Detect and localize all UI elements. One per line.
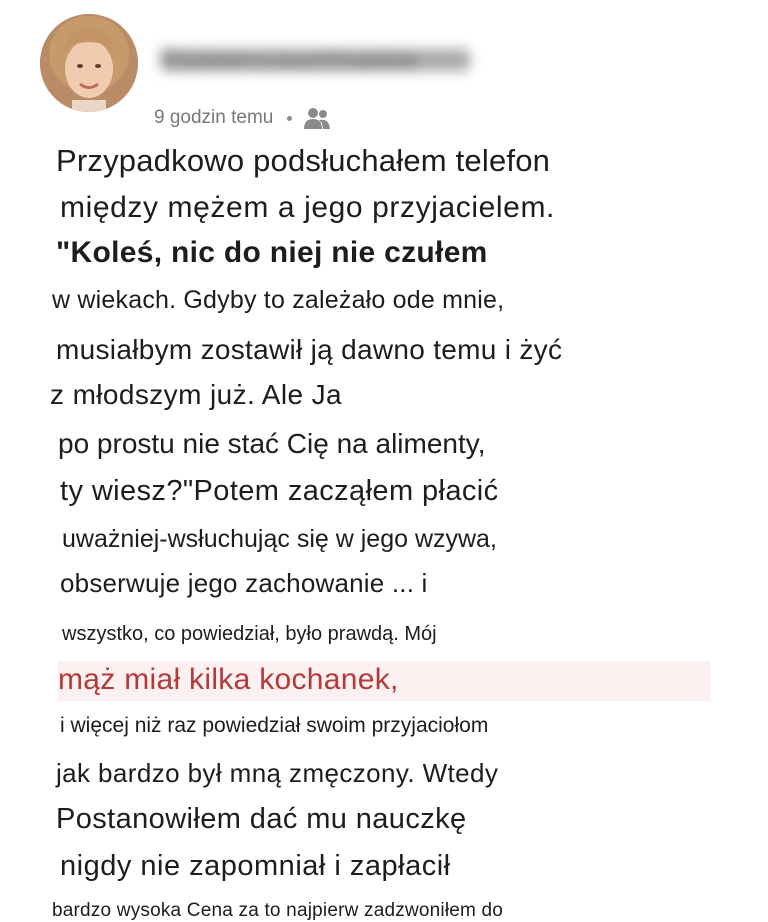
- post-text-line: i więcej niż raz powiedział swoim przyjaciołom: [60, 714, 489, 737]
- post-text-line: bardzo wysoka Cena za to najpierw zadzwoniłem do: [52, 900, 504, 921]
- highlighted-text-line: mąż miał kilka kochanek,: [58, 661, 710, 701]
- friends-icon[interactable]: [302, 105, 332, 131]
- post-text-line: musiałbym zostawił ją dawno temu i żyć: [56, 334, 563, 365]
- post-text-line: po prostu nie stać Cię na alimenty,: [58, 428, 486, 459]
- post-timestamp[interactable]: 9 godzin temu: [154, 107, 274, 128]
- post-text-line: wszystko, co powiedział, było prawdą. Mój: [62, 623, 437, 645]
- post-text-line: obserwuje jego zachowanie ... i: [60, 568, 428, 598]
- post-text-line: Przypadkowo podsłuchałem telefon: [56, 143, 551, 178]
- post-text-line: uważniej-wsłuchując się w jego wzywa,: [62, 525, 497, 553]
- post-text-line: między mężem a jego przyjacielem.: [60, 191, 555, 224]
- post-text-line: jak bardzo był mną zmęczony. Wtedy: [56, 758, 499, 788]
- separator-dot: [287, 116, 292, 121]
- post-text-line: Postanowiłem dać mu nauczkę: [56, 803, 467, 835]
- author-avatar[interactable]: [40, 14, 138, 112]
- post-text-line: z młodszym już. Ale Ja: [50, 379, 342, 410]
- post-text-line: "Koleś, nic do niej nie czułem: [56, 236, 488, 269]
- author-name[interactable]: Yomercourtname: [160, 40, 470, 80]
- post-text-line: nigdy nie zapomniał i zapłacił: [60, 850, 451, 882]
- post-text-line: w wiekach. Gdyby to zależało ode mnie,: [52, 286, 505, 314]
- post-text-line: ty wiesz?"Potem zacząłem płacić: [60, 475, 499, 507]
- post-meta: [154, 104, 332, 132]
